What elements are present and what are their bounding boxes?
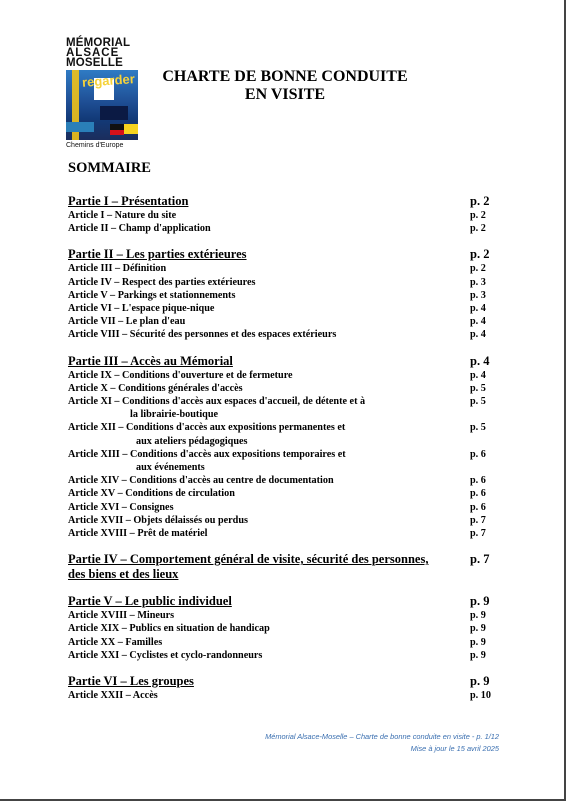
toc-page-number: p. 4: [470, 353, 490, 368]
toc-article-title-cont: aux ateliers pédagogiques: [136, 435, 248, 447]
toc-article-title: Article XVIII – Prêt de matériel: [68, 528, 208, 540]
toc-article-entry[interactable]: [68, 636, 498, 649]
toc-part-title-cont: des biens et des lieux: [68, 567, 179, 582]
toc-article-title-cont: la librairie-boutique: [130, 409, 219, 421]
toc-part-title: Partie II – Les parties extérieures: [68, 247, 247, 262]
toc-part-title: Partie V – Le public individuel: [68, 594, 232, 609]
toc-article-title: Article VII – Le plan d'eau: [68, 316, 186, 328]
document-title: [140, 68, 430, 104]
toc-page-number: p. 10: [470, 690, 491, 702]
toc-part-heading[interactable]: [68, 354, 498, 369]
logo-image-word: regarder: [81, 71, 136, 90]
toc-article-title: Article V – Parkings et stationnements: [68, 289, 236, 301]
toc-page-number: p. 2: [470, 263, 486, 275]
toc-page-number: p. 9: [470, 623, 486, 635]
toc-part-heading[interactable]: [68, 674, 498, 689]
toc-article-entry[interactable]: [68, 689, 498, 702]
logo-image: [66, 70, 138, 140]
toc-page-number: p. 5: [470, 396, 486, 408]
toc-part-title: Partie VI – Les groupes: [68, 674, 194, 689]
logo-text-line1: MÉMORIAL: [66, 37, 131, 49]
logo-text-line3: MOSELLE: [66, 57, 123, 69]
toc-article-entry[interactable]: [68, 262, 498, 275]
toc-page-number: p. 2: [470, 210, 486, 221]
toc-page-number: p. 9: [470, 674, 490, 689]
toc-article-title: Article I – Nature du site: [68, 210, 177, 221]
toc-article-entry[interactable]: [68, 276, 498, 289]
toc-part-title: Partie III – Accès au Mémorial: [68, 353, 233, 368]
toc-section: [68, 354, 498, 541]
toc-page-number: p. 7: [470, 528, 486, 540]
sommaire-heading: SOMMAIRE: [68, 160, 151, 176]
toc-page-number: p. 9: [470, 594, 490, 609]
table-of-contents: [68, 194, 498, 714]
toc-page-number: p. 6: [470, 475, 486, 487]
toc-article-entry[interactable]: [68, 209, 498, 222]
toc-article-title: Article XIII – Conditions d'accès aux expositions temporaires et: [68, 448, 346, 460]
toc-article-title: Article IX – Conditions d'ouverture et de fermeture: [68, 369, 293, 381]
toc-page-number: p. 7: [470, 552, 490, 567]
toc-part-heading[interactable]: [68, 247, 498, 262]
title-line1: CHARTE DE BONNE CONDUITE: [162, 68, 408, 85]
toc-page-number: p. 4: [470, 316, 486, 328]
toc-section: [68, 552, 498, 582]
toc-section: [68, 674, 498, 702]
toc-article-entry[interactable]: [68, 448, 498, 474]
toc-article-title: Article XIV – Conditions d'accès au centre de documentation: [68, 475, 334, 487]
toc-page-number: p. 9: [470, 636, 486, 648]
toc-article-title: Article XXI – Cyclistes et cyclo-randonneurs: [68, 649, 263, 661]
toc-page-number: p. 6: [470, 501, 486, 513]
toc-article-title-cont: aux événements: [136, 462, 205, 474]
toc-article-entry[interactable]: [68, 382, 498, 395]
toc-article-title: Article II – Champ d'application: [68, 223, 211, 235]
toc-page-number: p. 9: [470, 610, 486, 622]
toc-article-title: Article VI – L'espace pique-nique: [68, 303, 215, 315]
logo-text-line2: ALSACE: [66, 47, 120, 59]
toc-article-entry[interactable]: [68, 421, 498, 447]
title-line2: EN VISITE: [244, 86, 326, 103]
toc-article-entry[interactable]: [68, 289, 498, 302]
toc-article-entry[interactable]: [68, 501, 498, 514]
memorial-logo: [66, 38, 140, 149]
toc-page-number: p. 6: [470, 488, 486, 500]
toc-article-entry[interactable]: [68, 315, 498, 328]
toc-section: [68, 247, 498, 341]
toc-article-title: Article XVI – Consignes: [68, 501, 174, 513]
toc-page-number: p. 2: [470, 223, 486, 235]
toc-page-number: p. 5: [470, 422, 486, 434]
toc-article-title: Article VIII – Sécurité des personnes et des espaces extérieurs: [68, 329, 337, 341]
toc-article-title: Article XII – Conditions d'accès aux expositions permanentes et: [68, 422, 346, 434]
toc-page-number: p. 4: [470, 369, 486, 381]
toc-article-title: Article XI – Conditions d'accès aux espaces d'accueil, de détente et à: [68, 396, 366, 408]
toc-page-number: p. 4: [470, 303, 486, 315]
footer-line2: Mise à jour le 15 avril 2025: [410, 744, 499, 753]
toc-article-title: Article XV – Conditions de circulation: [68, 488, 235, 500]
toc-part-title: Partie IV – Comportement général de visite, sécurité des personnes,: [68, 552, 429, 567]
toc-article-entry[interactable]: [68, 474, 498, 487]
toc-article-title: Article X – Conditions générales d'accès: [68, 382, 243, 394]
toc-article-entry[interactable]: [68, 487, 498, 500]
logo-subtitle: Chemins d'Europe: [66, 142, 124, 149]
toc-article-title: Article XVII – Objets délaissés ou perdus: [68, 514, 248, 526]
toc-page-number: p. 3: [470, 276, 486, 288]
toc-article-entry[interactable]: [68, 222, 498, 235]
toc-page-number: p. 2: [470, 194, 490, 208]
toc-part-heading[interactable]: [68, 194, 498, 209]
toc-part-heading[interactable]: [68, 552, 498, 582]
toc-section: [68, 194, 498, 235]
toc-article-title: Article IV – Respect des parties extérieures: [68, 276, 256, 288]
toc-article-entry[interactable]: [68, 649, 498, 662]
toc-page-number: p. 7: [470, 514, 486, 526]
toc-article-entry[interactable]: [68, 527, 498, 540]
toc-article-title: Article XX – Familles: [68, 636, 163, 648]
toc-part-heading[interactable]: [68, 594, 498, 609]
toc-page-number: p. 5: [470, 382, 486, 394]
toc-article-entry[interactable]: [68, 328, 498, 341]
toc-page-number: p. 3: [470, 289, 486, 301]
toc-article-entry[interactable]: [68, 622, 498, 635]
toc-section: [68, 594, 498, 662]
toc-page-number: p. 9: [470, 649, 486, 661]
toc-article-entry[interactable]: [68, 609, 498, 622]
toc-article-entry[interactable]: [68, 514, 498, 527]
toc-article-entry[interactable]: [68, 369, 498, 382]
toc-page-number: p. 2: [470, 247, 490, 262]
toc-part-title: Partie I – Présentation: [68, 194, 189, 208]
toc-page-number: p. 4: [470, 329, 486, 341]
toc-article-title: Article XIX – Publics en situation de handicap: [68, 623, 270, 635]
toc-article-title: Article XVIII – Mineurs: [68, 610, 175, 622]
page-footer: [265, 731, 499, 755]
toc-article-entry[interactable]: [68, 395, 498, 421]
toc-article-entry[interactable]: [68, 302, 498, 315]
footer-line1: Mémorial Alsace-Moselle – Charte de bonne conduite en visite - p. 1/12: [265, 732, 499, 741]
toc-article-title: Article XXII – Accès: [68, 690, 158, 702]
toc-page-number: p. 6: [470, 448, 486, 460]
toc-article-title: Article III – Définition: [68, 263, 167, 275]
